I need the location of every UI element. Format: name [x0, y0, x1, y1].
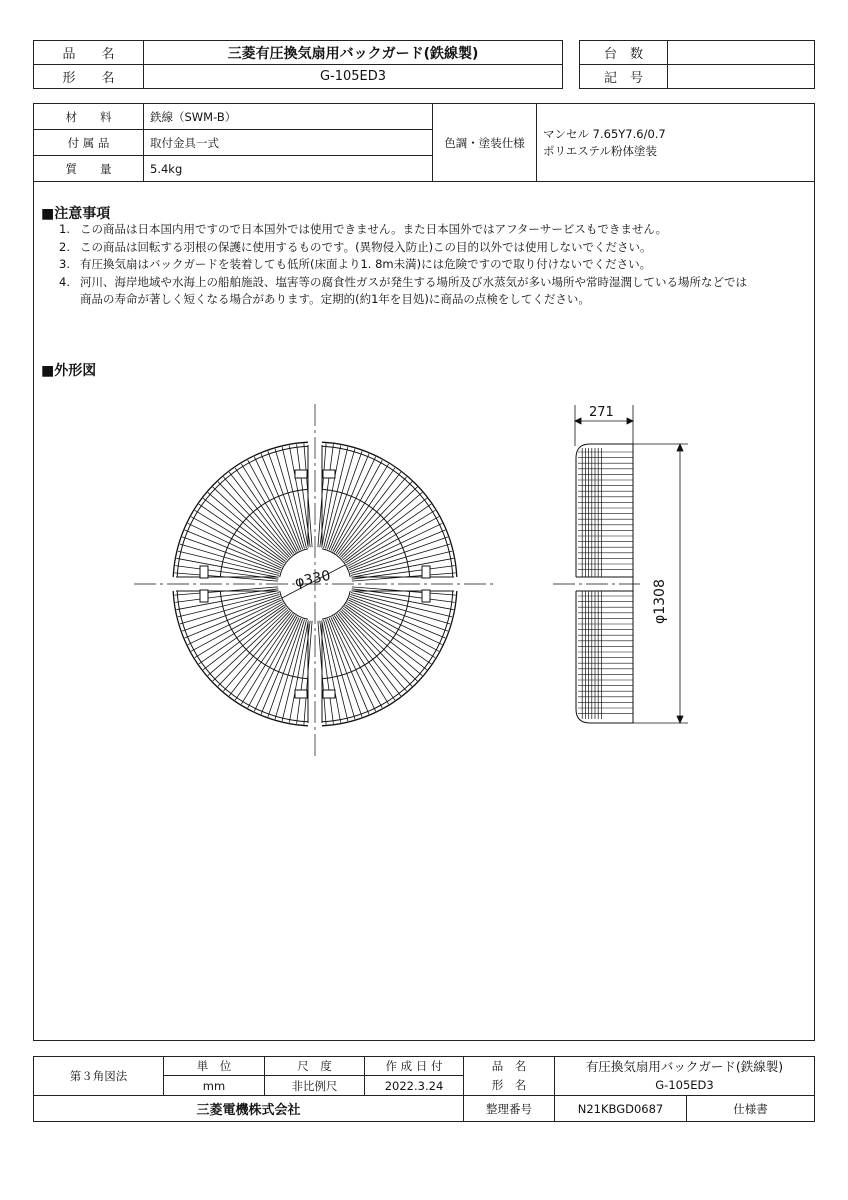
radial-wire [218, 611, 290, 687]
mark-label: 記 号 [580, 65, 668, 89]
ring-arc [322, 442, 457, 577]
ring-arc [220, 489, 308, 577]
color-value-coating: ポリエステル粉体塗装 [543, 143, 657, 158]
mounting-bracket [295, 470, 307, 478]
radial-wire [188, 600, 282, 645]
scale-value: 非比例尺 [265, 1076, 365, 1096]
note-text: この商品は日本国内用ですので日本国外では使用できません。また日本国外ではアフターサービスもできません。 [80, 222, 668, 236]
doc-number-value: N21KBGD0687 [555, 1096, 687, 1122]
footer-name-label: 品 名 [464, 1057, 555, 1076]
radial-wire [254, 617, 299, 711]
doc-type: 仕様書 [687, 1096, 815, 1122]
footer-model-value: G-105ED3 [555, 1076, 815, 1096]
radial-wire [331, 617, 376, 711]
note-number: 4. [59, 274, 70, 289]
radial-wire [254, 457, 299, 551]
footer-name-value: 有圧換気扇用バックガード(鉄線製) [555, 1057, 815, 1076]
drawing-title: ■外形図 [41, 363, 97, 379]
ring-arc [220, 591, 308, 679]
note-number: 2. [59, 239, 70, 254]
color-label: 色調・塗装仕様 [433, 104, 537, 182]
weight-value: 5.4kg [144, 156, 433, 182]
radial-wire [341, 611, 413, 687]
product-name-label: 品 名 [34, 41, 144, 65]
ring-arc [173, 442, 308, 577]
material-label: 材 料 [34, 104, 144, 130]
date-label: 作 成 日 付 [365, 1057, 464, 1076]
radial-wire [341, 482, 413, 558]
quantity-label: 台 数 [580, 41, 668, 65]
radial-wire [282, 447, 306, 548]
note-number: 3. [59, 257, 70, 271]
dim-depth-label: 271 [589, 405, 614, 420]
radial-wire [213, 610, 289, 682]
date-value: 2022.3.24 [365, 1076, 464, 1096]
title-block [33, 1056, 815, 1122]
mounting-bracket [422, 590, 430, 602]
radial-wire [178, 551, 279, 575]
radial-wire [351, 551, 452, 575]
radial-wire [178, 593, 279, 617]
radial-wire [342, 487, 418, 559]
accessory-label: 付 属 品 [34, 130, 144, 156]
radial-wire [213, 487, 289, 559]
radial-wire [324, 620, 348, 721]
mounting-bracket [422, 566, 430, 578]
company-name: 三菱電機株式会社 [34, 1096, 464, 1122]
notes-title: ■注意事項 [41, 206, 111, 222]
radial-wire [188, 523, 282, 568]
mounting-bracket [200, 590, 208, 602]
doc-number-label: 整理番号 [464, 1096, 555, 1122]
mounting-bracket [295, 690, 307, 698]
radial-wire [324, 447, 348, 548]
radial-wire [282, 620, 306, 721]
side-outline [576, 444, 633, 577]
color-value-munsell: マンセル 7.65Y7.6/0.7 [543, 126, 666, 141]
unit-label: 単 位 [164, 1057, 265, 1076]
ring-arc [322, 489, 410, 577]
mounting-bracket [323, 690, 335, 698]
accessory-value: 取付金具一式 [144, 130, 433, 156]
side-outline [576, 591, 633, 723]
note-number: 1. [59, 222, 70, 236]
ring-arc [173, 591, 308, 726]
radial-wire [351, 593, 452, 617]
dim-inner-diameter-label: φ330 [293, 567, 333, 591]
radial-wire [348, 523, 442, 568]
mounting-bracket [200, 566, 208, 578]
product-name-value: 三菱有圧換気扇用バックガード(鉄線製) [144, 41, 563, 65]
ring-arc [322, 591, 410, 679]
dim-outer-diameter-label: φ1308 [652, 579, 668, 624]
model-value: G-105ED3 [144, 65, 563, 89]
material-value: 鉄線（SWM-B） [144, 104, 433, 130]
unit-value: mm [164, 1076, 265, 1096]
radial-wire [331, 457, 376, 551]
mounting-bracket [323, 470, 335, 478]
footer-model-label: 形 名 [464, 1076, 555, 1096]
note-text: 商品の寿命が著しく短くなる場合があります。定期的(約1年を目処)に商品の点検をしてください。 [80, 292, 590, 306]
radial-wire [342, 610, 418, 682]
scale-label: 尺 度 [265, 1057, 365, 1076]
radial-wire [348, 600, 442, 645]
weight-label: 質 量 [34, 156, 144, 182]
radial-wire [218, 482, 290, 558]
note-text: 有圧換気扇はバックガードを装着しても低所(床面より1. 8m未満)には危険ですので取り付けないでください。 [80, 257, 652, 271]
ring-arc [322, 591, 457, 726]
projection-method: 第３角図法 [34, 1057, 164, 1096]
side-view [553, 444, 640, 723]
note-text: この商品は回転する羽根の保護に使用するものです。(異物侵入防止)この目的以外では使用しないでください。 [80, 239, 652, 254]
model-label: 形 名 [34, 65, 144, 89]
note-text: 河川、海岸地域や水海上の船舶施設、塩害等の腐食性ガスが発生する場所及び水蒸気が多い場所や常時湿潤している場所などでは [80, 274, 747, 289]
